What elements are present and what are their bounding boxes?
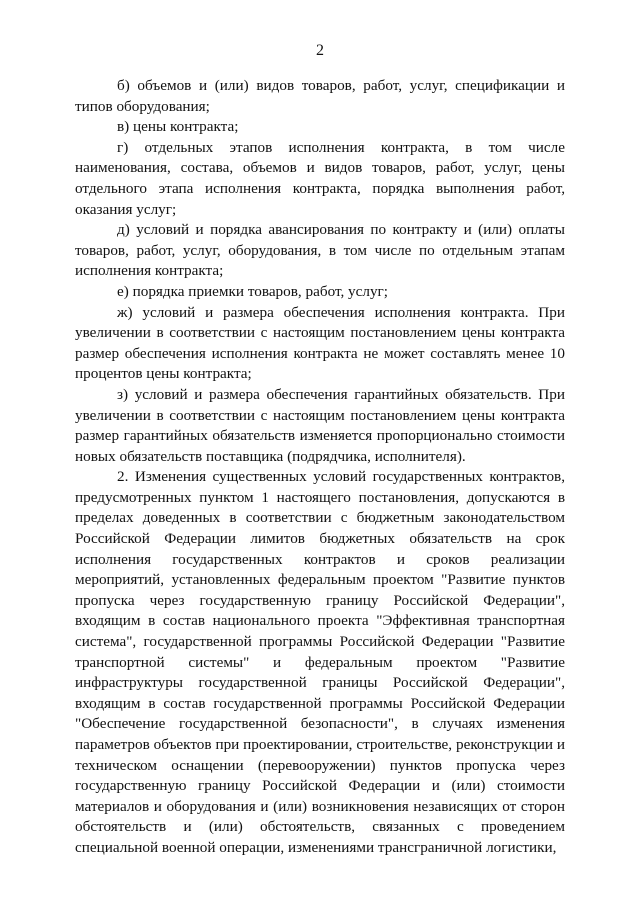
- paragraph-item-2: 2. Изменения существенных условий государственных контрактов, предусмотренных пунктом 1 настоящего постановления, допускаются в пределах доведенных в соответствии с бюджетным законодательством Российской Федерации лимитов бюджетных обязательств на срок исполнения государственных контрактов и сроков реализации мероприятий, установленных федеральным проектом "Развитие пунктов пропуска через государственную границу Российской Федерации", входящим в состав национального проекта "Эффективная транспортная система", государственной программы Российской Федерации "Развитие транспортной системы" и федеральным проектом "Развитие инфраструктуры государственной границы Российской Федерации", входящим в состав государственной программы Российской Федерации "Обеспечение государственной безопасности", в случаях изменения параметров объектов при проектировании, строительстве, реконструкции и техническом оснащении (перевооружении) пунктов пропуска через государственную границу Российской Федерации и (или) стоимости материалов и оборудования и (или) возникновения независящих от сторон обстоятельств и (или) обстоятельств, связанных с проведением специальной военной операции, изменениями трансграничной логистики,: [75, 468, 565, 856]
- paragraph-b: б) объемов и (или) видов товаров, работ, услуг, спецификации и типов оборудования;: [75, 77, 565, 115]
- paragraph-zh: ж) условий и размера обеспечения исполнения контракта. При увеличении в соответствии с настоящим постановлением цены контракта размер обеспечения исполнения контракта не может составлять менее 10 процентов цены контракта;: [75, 303, 565, 383]
- paragraph-e: е) порядка приемки товаров, работ, услуг;: [117, 282, 389, 300]
- paragraph-d: д) условий и порядка авансирования по контракту и (или) оплаты товаров, работ, услуг, оборудования, в том числе по отдельным этапам исполнения контракта;: [75, 221, 565, 280]
- paragraph-z: з) условий и размера обеспечения гарантийных обязательств. При увеличении в соответствии с настоящим постановлением цены контракта размер гарантийных обязательств изменяется пропорционально стоимости новых обязательств поставщика (подрядчика, исполнителя).: [75, 385, 565, 465]
- paragraph-v: в) цены контракта;: [117, 118, 239, 136]
- paragraph-g: г) отдельных этапов исполнения контракта, в том числе наименования, состава, объемов и видов товаров, работ, услуг, цены отдельного этапа исполнения контракта, порядка выполнения работ, оказания услуг;: [75, 138, 565, 218]
- page-number: 2: [316, 42, 324, 59]
- document-body: [75, 76, 565, 859]
